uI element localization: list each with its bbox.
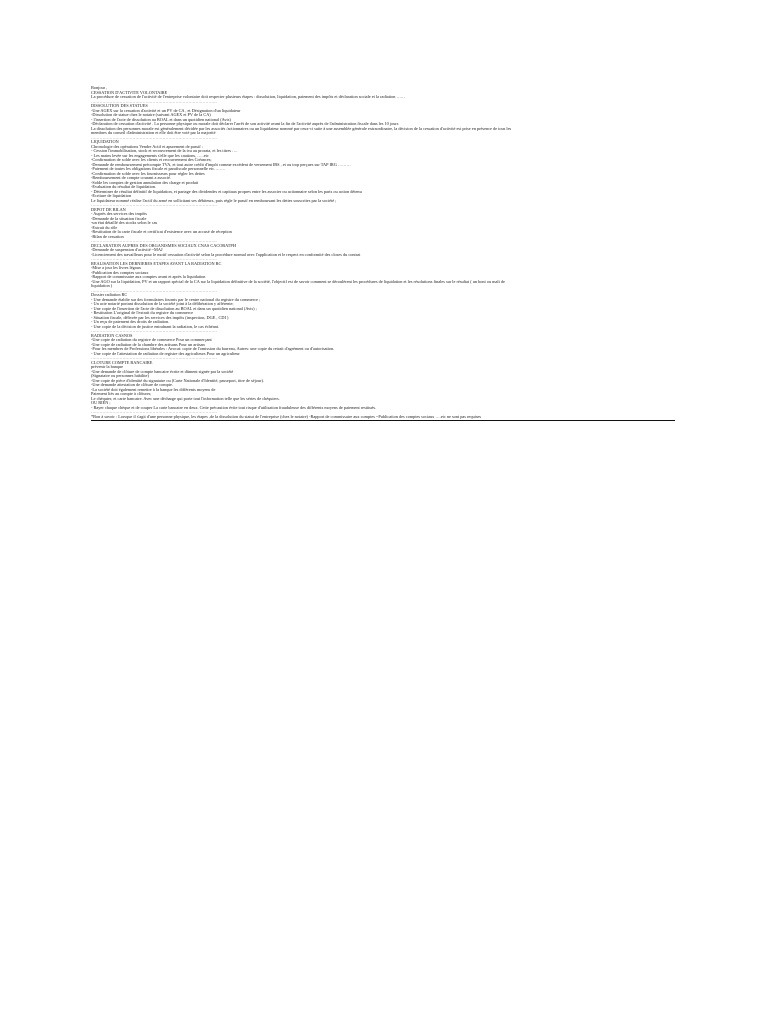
section-line: La dissolution des personnes morale est généralement décidée par les associés /actionnaires ou un liquidateur nommé par ceux-ci suite à une assemblée générale extraordinaire, la décision de la cessation d'activité est prise en présence de tous les bbox=[91, 126, 512, 131]
section-line: -Solde les comptes de gestion annulation des charge et produit bbox=[91, 180, 199, 185]
section-line: -Publication des comptes sociaux bbox=[91, 270, 149, 275]
section-line: -Dissolution de statue chez le notaire (suivant AGEX et PV de la CA) bbox=[91, 113, 211, 117]
separator: ……………………………………………………………………………. bbox=[91, 99, 217, 104]
section-line: - Une copie de l'attestation de radiation de registre des agriculteurs Pour un agriculteur bbox=[91, 351, 240, 356]
separator: ……………………………………………………………………………. bbox=[91, 135, 217, 140]
section-line: -Licenciement des travailleurs pour le motif cessation d'activité selon la procédure normal avec l'application et le respect en conformité des closes du contrat bbox=[91, 252, 361, 257]
section-title: LIQUIDATION bbox=[91, 140, 119, 144]
section-line: -La société doit également remettre à la banque les différents moyens de bbox=[91, 387, 216, 392]
section-title: DISSOLUTION DES STATUES bbox=[91, 104, 148, 108]
section-line: -Une copie de radiation de la chambre des artisans Pour un artisan bbox=[91, 342, 205, 347]
section-line: -Demande de la situation fiscale bbox=[91, 216, 147, 221]
section bbox=[91, 334, 675, 361]
section-line: - Une demande établie sur des formulaires fournis par le centre national du registre du commerce ; bbox=[91, 297, 261, 302]
separator: ……………………………………………………………………………. bbox=[91, 203, 217, 207]
section-line: -Une AGEX sur la cessation d'activité et un PV de CA , et Désignation d'un liquidateur bbox=[91, 108, 241, 113]
section-line: -Une copie de pièce d'identité du signataire ou (Carte Nationale d'Identité, passeport, titre de séjour). bbox=[91, 378, 265, 383]
section-line: Chronologie des opérations Vendre Actif et apurement de passif : bbox=[91, 144, 203, 149]
section-title: DECLARATION AUPRES DES ORGANISMES SOCIAUX CNAS CACOBATPH bbox=[91, 243, 236, 248]
section bbox=[91, 244, 675, 262]
section-line: prévenir la banque bbox=[91, 365, 123, 369]
sections-container bbox=[91, 91, 675, 415]
section-line: - Les mains levée sur les engagements s'elle que les cautions, …..etc bbox=[91, 153, 209, 158]
section bbox=[91, 91, 675, 105]
section-line: -Évaluation du résultat de liquidation. bbox=[91, 185, 157, 189]
section-line: -Paiement de toutes les obligations fiscale et parafiscale personnelle etc…….. bbox=[91, 167, 225, 171]
section-title: DEPOT DE BILAN bbox=[91, 207, 126, 212]
footer-note: *Bon à savoir : Lorsque il s'agit d'une personne physique, les étapes ,de la dissolution du statut de l'entreprise (chez le notaire) -Rapport de commissaire aux comptes ~Publication des comptes sociaux ….etc ne sont pas requises bbox=[91, 414, 482, 419]
separator: ……………………………………………………………………………. bbox=[91, 239, 217, 243]
section bbox=[91, 104, 675, 140]
section-line: membres du conseil d'administration et elle doit être voté par la majorité bbox=[91, 131, 216, 135]
section-line: -Restitution de la carte fiscale et certificat d'existence avec un accusé de réception bbox=[91, 230, 232, 234]
section-line: -Extrait du rôle bbox=[91, 225, 118, 230]
section-line: -Pour les membres de Professions libérales : Avocat: copie de l'omission du barreau, Autres: une copie du retrait d'agrément ou d'autorisation. bbox=[91, 347, 335, 351]
separator: ……………………………………………………………………………. bbox=[91, 329, 217, 333]
section-line: - Rayer chaque chèque et de couper La carte bancaire en deux. Cette précaution évite tout risque d'utilisation frauduleuse des différents moyens de paiement restitués. bbox=[91, 405, 377, 410]
section-title: CLOTURE COMPTE BANCAIRE bbox=[91, 360, 153, 365]
section-line: - Déterminer de résultat définitif de liquidation, et partage des dividendes et capitaux propres entre les associer ou actionnaire selon les parts ou action détenu bbox=[91, 189, 362, 194]
document-body bbox=[91, 86, 675, 421]
section-title: CESSATION D'ACTIVITE VOLONTAIRE bbox=[91, 90, 168, 95]
section-line: - l'insertion de l'acte de dissolution au BOAL et dans un quotidien national (Avis) bbox=[91, 117, 231, 122]
separator: ……………………………………………………………………………. bbox=[91, 288, 217, 293]
section-line: -Remboursement de compte courant a associé. bbox=[91, 176, 171, 180]
section-line: -Rapport de commissaire aux comptes avant et après la liquidation bbox=[91, 275, 206, 279]
section bbox=[91, 262, 675, 294]
section-title: RADIATION CASNOS bbox=[91, 333, 133, 338]
section-line: - Cession l'immobilisation, stock et recouvrement de la tva au prorata, et les titres …. bbox=[91, 149, 238, 153]
section-line: - Restitution L'original de l'extrait du registre du commerce bbox=[91, 311, 194, 315]
section bbox=[91, 140, 675, 208]
section-line: -Confirmation de solde avec les clients et recouvrement des Créances; bbox=[91, 158, 212, 162]
section bbox=[91, 208, 675, 244]
section-line: - Une copie de l'insertion de l'acte de dissolution au BOAL et dans un quotidien national (Avis) ; bbox=[91, 306, 257, 311]
section-line: -Une demande de clôture de compte bancaire écrite et dûment signée par la société bbox=[91, 369, 234, 374]
section-line: -Mise a jour les livres légaux bbox=[91, 266, 141, 270]
separator: ……………………………………………………………………………. bbox=[91, 257, 217, 261]
separator: ……………………………………………………………………………. bbox=[91, 356, 217, 360]
section-title: REALISATION LES DERNIERES ETAPES AVANT LA RADIATION RC bbox=[91, 261, 222, 266]
section-line: -un état détaillé des stocks selon le cas bbox=[91, 221, 158, 225]
section-line: La procédure de cessation de l'activité de l'entreprise volontaire doit respecter plusieurs étapes : dissolution, liquidation, paiement des impôts et déclaration sociale et la radiation …… bbox=[91, 95, 406, 99]
section-line: -Confirmation de solde avec les fournisseurs pour régler les dettes bbox=[91, 171, 205, 176]
section-line: - Situation fiscale, délivrée par les services des impôts (inspection, DGE , CDI ) bbox=[91, 315, 229, 320]
section-line: - Un acte notarié portant dissolution de la société joint à la délibération y afférente; bbox=[91, 302, 234, 306]
section-line: -Une AGO sur la liquidation, PV et un rapport spécial de la CA sur la liquidation définitive de la société, l'objectif est de savoir comment se déroulèrent les procédures de liquidation et les résolutions finales sur le résultat ( un boni ou mali de bbox=[91, 279, 505, 284]
section-line: - Une copie de la décision de justice entraînant la radiation, le cas échéant. bbox=[91, 324, 220, 329]
section-line: OU BIEN ; bbox=[91, 401, 111, 405]
section-line: liquidation ) bbox=[91, 284, 113, 288]
section-line: -Ecriture de liquidation bbox=[91, 194, 132, 198]
section-line: -Une demande attestation de clôture de compte. bbox=[91, 383, 173, 387]
separator: ……………………………………………………………………………. bbox=[91, 410, 217, 414]
section-line: -Une copie de radiation du registre de commerce Pour un commerçant bbox=[91, 338, 212, 342]
greeting: Bonjour , bbox=[91, 86, 108, 90]
section-line: -Demande de remboursement précompte TVA, et tout autre crédit d'impôt comme excédent de versement IBS , et ou trop perçues sur TAP IRG ……… bbox=[91, 162, 351, 167]
section-line: -Bilan de cessation bbox=[91, 234, 124, 239]
section-line: - Un reçu de paiement des droits de radiation. bbox=[91, 320, 170, 324]
section-line: Paiement liés au compte à clôturer, bbox=[91, 392, 152, 396]
section-line: -Déclaration de cessation d'activité . La personne physique ou morale doit déclarer l'arrêt de son activité avant la fin de l'activité auprès de l'administration fiscale dans les 10 jours bbox=[91, 122, 399, 126]
bottom-rule bbox=[91, 420, 675, 421]
section-line: Le liquidateur nommé réalise l'actif du armé en sollicitant ses débiteurs, puis règle le passif en remboursant les dettes souscrites par la société ; bbox=[91, 198, 337, 203]
section-title: Dossier radiation RC bbox=[91, 293, 128, 297]
section bbox=[91, 293, 675, 334]
section bbox=[91, 361, 675, 415]
section-line: -Demande de suspension d'activité ~MAJ bbox=[91, 248, 163, 252]
section-line: Le chéquier, et carte bancaire. Avec une décharge qui porte tout l'information telle que les séries de chéquiers. bbox=[91, 396, 280, 401]
section-line: (Signataire ou personnes habilite) bbox=[91, 374, 149, 378]
section-line: - Auprès des services des impôts bbox=[91, 212, 147, 216]
